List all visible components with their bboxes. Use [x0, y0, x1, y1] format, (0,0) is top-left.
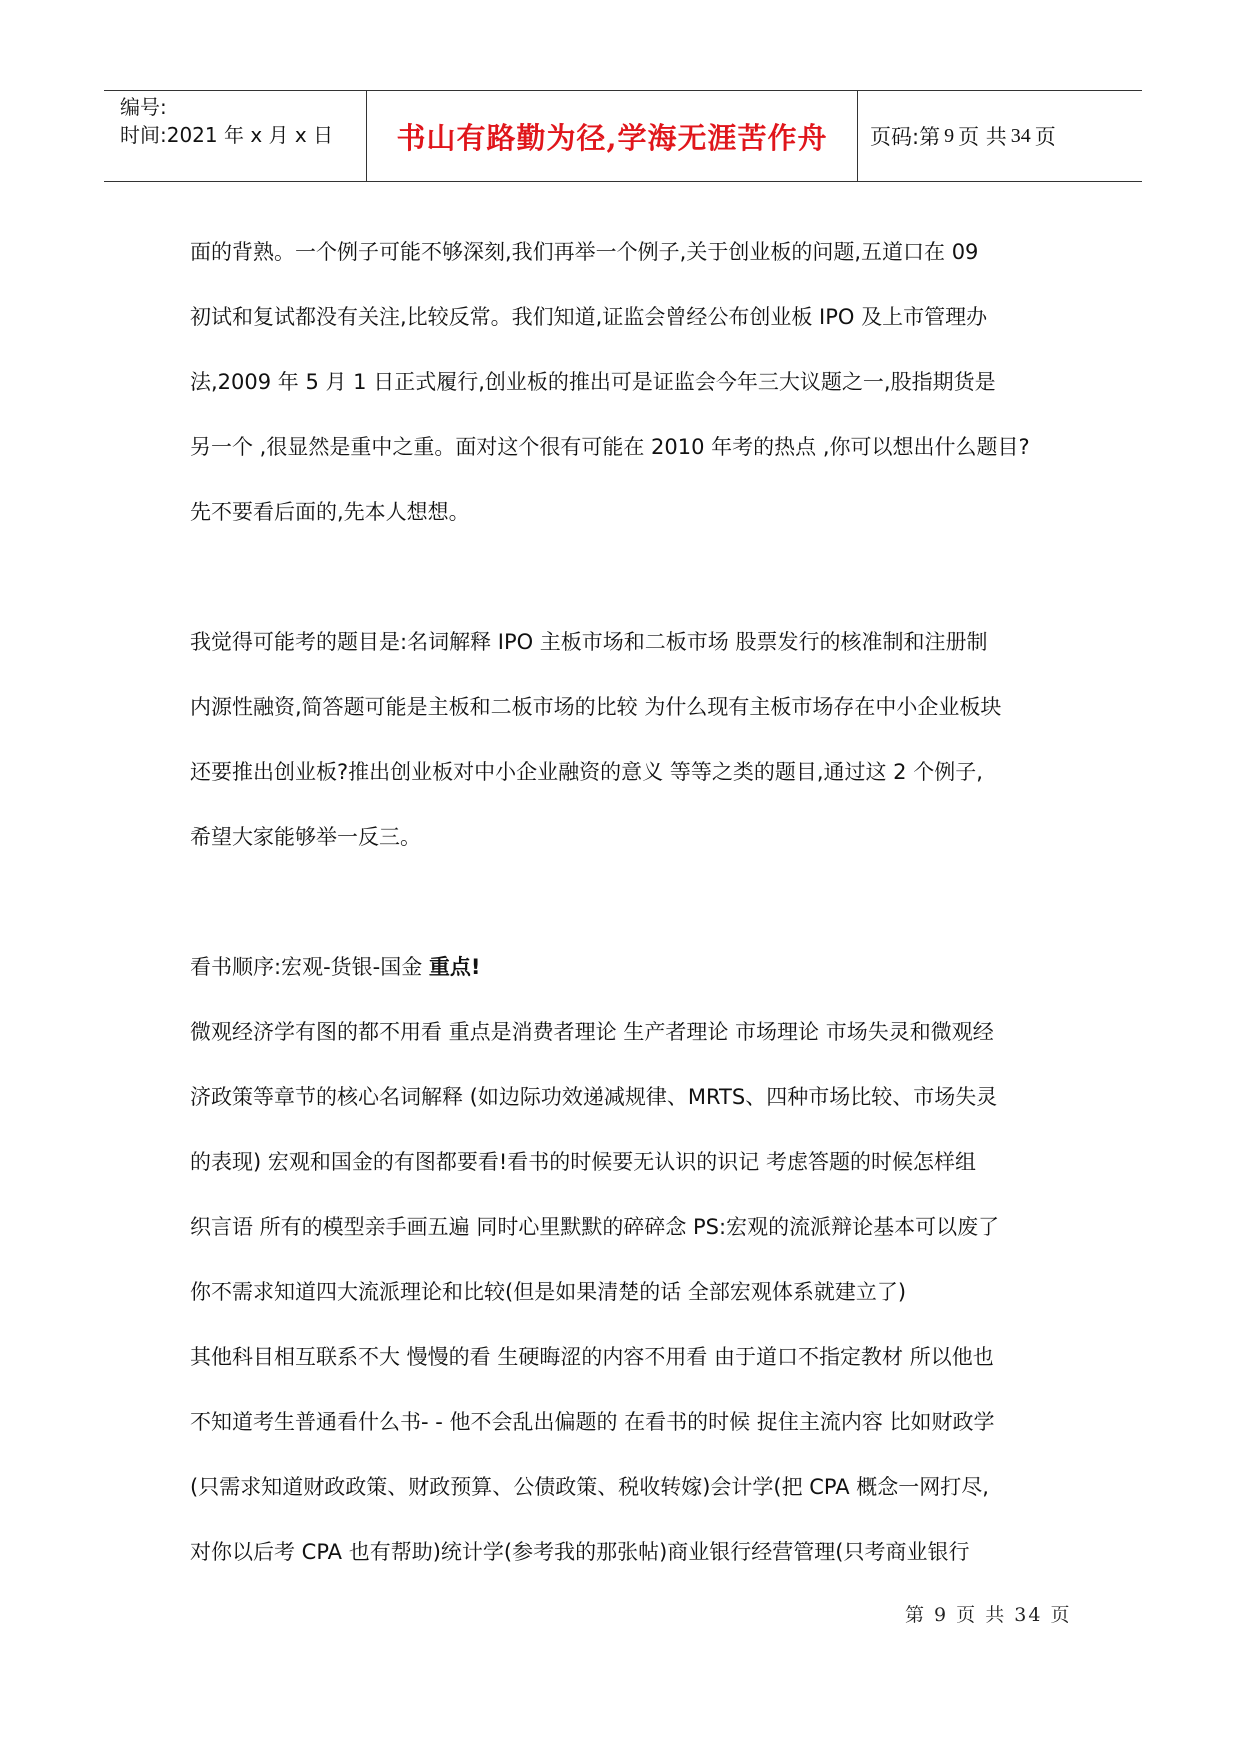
text-line: 对你以后考 CPA 也有帮助)统计学(参考我的那张帖)商业银行经营管理(只考商业银行 — [190, 1540, 970, 1564]
page-mid: 页 共 — [958, 125, 1007, 149]
time-label: 时间:2021 年 x 月 x 日 — [120, 123, 334, 147]
text-line: 希望大家能够举一反三。 — [190, 825, 421, 849]
paragraph-1 — [190, 220, 1070, 545]
text-line: 我觉得可能考的题目是:名词解释 IPO 主板市场和二板市场 股票发行的核准制和注册制 — [190, 630, 988, 654]
text-line: 不知道考生普通看什么书- - 他不会乱出偏题的 在看书的时候 捉住主流内容 比如财政学 — [190, 1410, 995, 1434]
text-line: 还要推出创业板?推出创业板对中小企业融资的意义 等等之类的题目,通过这 2 个例子, — [190, 760, 983, 784]
text-line: 你不需求知道四大流派理论和比较(但是如果清楚的话 全部宏观体系就建立了) — [190, 1280, 907, 1304]
text-line: 先不要看后面的,先本人想想。 — [190, 500, 470, 524]
paragraph-3 — [190, 1000, 1070, 1585]
page-total: 34 — [1010, 124, 1031, 147]
body-text — [190, 220, 1070, 1585]
text-line: 其他科目相互联系不大 慢慢的看 生硬晦涩的内容不用看 由于道口不指定教材 所以他也 — [190, 1345, 994, 1369]
page-footer: 第 9 页 共 34 页 — [905, 1604, 1072, 1626]
motto-cell — [367, 91, 858, 181]
text-line: 织言语 所有的模型亲手画五遍 同时心里默默的碎碎念 PS:宏观的流派辩论基本可以废了 — [190, 1215, 1000, 1239]
page-number-cell — [858, 91, 1142, 181]
text-line: 内源性融资,简答题可能是主板和二板市场的比较 为什么现有主板市场存在中小企业板块 — [190, 695, 1002, 719]
text-line: 另一个 ,很显然是重中之重。面对这个很有可能在 2010 年考的热点 ,你可以想出什么题目? — [190, 435, 1030, 459]
page-suffix: 页 — [1034, 125, 1056, 149]
paragraph-2 — [190, 610, 1070, 870]
text-line: 初试和复试都没有关注,比较反常。我们知道,证监会曾经公布创业板 IPO 及上市管理办 — [190, 305, 988, 329]
motto-text: 书山有路勤为径,学海无涯苦作舟 — [396, 120, 828, 155]
page-current: 9 — [944, 124, 955, 147]
text-line: (只需求知道财政政策、财政预算、公债政策、税收转嫁)会计学(把 CPA 概念一网打尽, — [190, 1475, 989, 1499]
page-prefix: 页码:第 — [870, 125, 941, 149]
text-line: 济政策等章节的核心名词解释 (如边际功效递减规律、MRTS、四种市场比较、市场失灵 — [190, 1085, 998, 1109]
page-header — [104, 90, 1142, 182]
reading-order-emphasis: 重点! — [428, 955, 481, 979]
header-info-cell — [104, 91, 367, 181]
text-line: 微观经济学有图的都不用看 重点是消费者理论 生产者理论 市场理论 市场失灵和微观经 — [190, 1020, 994, 1044]
text-line: 面的背熟。一个例子可能不够深刻,我们再举一个例子,关于创业板的问题,五道口在 09 — [190, 240, 979, 264]
reading-order-line — [190, 935, 1070, 1000]
number-label: 编号: — [120, 95, 167, 119]
text-line: 的表现) 宏观和国金的有图都要看!看书的时候要无认识的识记 考虑答题的时候怎样组 — [190, 1150, 976, 1174]
text-line: 法,2009 年 5 月 1 日正式履行,创业板的推出可是证监会今年三大议题之一,股指期货是 — [190, 370, 996, 394]
reading-order-text: 看书顺序:宏观-货银-国金 — [190, 955, 429, 979]
